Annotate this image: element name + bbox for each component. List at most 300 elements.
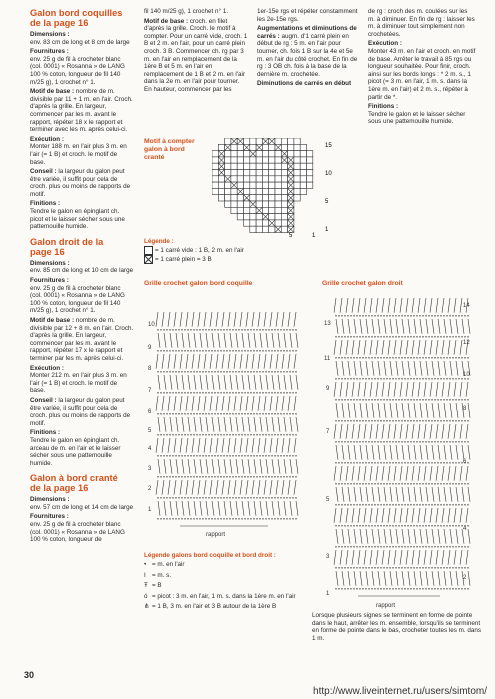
chain-dot: [157, 350, 158, 351]
chain-dot: [425, 357, 426, 358]
stitch-mark: [466, 550, 468, 565]
filet-cell: [281, 176, 287, 182]
stitch-mark: [248, 501, 250, 516]
chain-dot: [416, 546, 417, 547]
chain-dot: [169, 392, 170, 393]
chain-dot: [259, 476, 260, 477]
stitch-mark: [216, 354, 218, 369]
chain-dot: [223, 518, 224, 519]
chain-dot: [196, 476, 197, 477]
chain-dot: [356, 525, 357, 526]
stitch-mark: [200, 501, 202, 516]
stitch-mark: [408, 529, 410, 544]
chain-dot: [184, 476, 185, 477]
chain-dot: [419, 462, 420, 463]
stitch-mark: [194, 375, 196, 390]
stitch-mark: [216, 396, 218, 411]
chain-dot: [410, 462, 411, 463]
filet-cell: [250, 182, 256, 188]
chain-dot: [283, 518, 284, 519]
chain-dot: [377, 546, 378, 547]
chain-dot: [389, 567, 390, 568]
stitch-mark: [372, 361, 374, 376]
chain-dot: [407, 546, 408, 547]
title-line: Galon à bord cranté: [30, 473, 118, 484]
stitch-mark: [210, 312, 212, 327]
chain-dot: [235, 329, 236, 330]
chain-dot: [428, 420, 429, 421]
filet-cell: [250, 138, 256, 144]
chain-dot: [268, 455, 269, 456]
chain-dot: [241, 350, 242, 351]
chain-dot: [428, 567, 429, 568]
grille-2-title: Grille crochet galon droit: [322, 280, 403, 287]
stitch-mark: [388, 550, 390, 565]
chain-dot: [253, 413, 254, 414]
shell-stitch-icon: ⋔: [144, 603, 150, 610]
chain-dot: [404, 462, 405, 463]
chain-dot: [271, 476, 272, 477]
chain-dot: [467, 336, 468, 337]
stitch-mark: [228, 354, 230, 369]
chain-dot: [383, 357, 384, 358]
filet-cell: [300, 188, 306, 194]
chain-dot: [184, 497, 185, 498]
chain-dot: [157, 392, 158, 393]
filet-grid-cells: [212, 138, 313, 233]
chain-dot: [265, 413, 266, 414]
chain-dot: [232, 329, 233, 330]
stitch-mark: [450, 487, 452, 502]
chain-dot: [383, 567, 384, 568]
stitch-mark: [444, 361, 446, 376]
chain-dot: [226, 476, 227, 477]
stitch-mark: [258, 438, 260, 453]
chain-dot: [341, 441, 342, 442]
stitch-mark: [340, 298, 342, 313]
stitch-mark: [412, 508, 414, 523]
chain-dot: [241, 497, 242, 498]
filet-cell: [281, 201, 287, 207]
chain-dot: [380, 336, 381, 337]
filet-cell: [244, 207, 250, 213]
stitch-mark: [174, 396, 176, 411]
stitch-mark: [294, 396, 296, 411]
chain-dot: [262, 455, 263, 456]
chain-dot: [341, 567, 342, 568]
filet-cell: [250, 176, 256, 182]
label: Finitions :: [30, 429, 61, 437]
chain-dot: [380, 483, 381, 484]
filet-cell: [275, 214, 281, 220]
chain-dot: [238, 392, 239, 393]
chain-dot: [458, 399, 459, 400]
stitch-mark: [424, 340, 426, 355]
stitch-mark: [234, 312, 236, 327]
stitch-mark: [442, 508, 444, 523]
chain-dot: [386, 315, 387, 316]
chain-dot: [446, 546, 447, 547]
chain-dot: [401, 525, 402, 526]
filet-cell: [262, 144, 268, 150]
chain-dot: [392, 504, 393, 505]
filet-cell: [275, 151, 281, 157]
chain-dot: [416, 378, 417, 379]
filet-cell: [212, 151, 218, 157]
chain-dot: [449, 588, 450, 589]
chain-dot: [392, 483, 393, 484]
stitch-mark: [340, 382, 342, 397]
chain-dot: [461, 504, 462, 505]
stitch-mark: [182, 333, 184, 348]
chain-dot: [205, 497, 206, 498]
chain-dot: [401, 441, 402, 442]
filet-cell: [307, 157, 313, 163]
chain-dot: [446, 504, 447, 505]
stitch-mark: [364, 508, 366, 523]
stitch-mark: [264, 396, 266, 411]
chain-dot: [169, 518, 170, 519]
chain-dot: [455, 546, 456, 547]
stitch-mark: [454, 508, 456, 523]
chain-dot: [190, 392, 191, 393]
stitch-mark: [162, 312, 164, 327]
chain-dot: [292, 329, 293, 330]
stitch-mark: [246, 396, 248, 411]
chain-dot: [289, 518, 290, 519]
chain-dot: [389, 315, 390, 316]
chain-dot: [458, 462, 459, 463]
chain-dot: [350, 336, 351, 337]
row-label: 9: [148, 345, 152, 351]
stitch-mark: [192, 312, 194, 327]
chain-dot: [407, 588, 408, 589]
stitch-mark: [456, 319, 458, 334]
text: Tendre le galon et le laisser sécher sous une pattemouille humide.: [368, 110, 466, 126]
chain-dot: [199, 497, 200, 498]
stitch-mark: [174, 438, 176, 453]
chain-dot: [274, 329, 275, 330]
chain-dot: [335, 399, 336, 400]
stitch-mark: [348, 403, 350, 418]
stitch-mark: [336, 571, 338, 586]
filet-cell: [275, 157, 281, 163]
chain-dot: [259, 371, 260, 372]
stitch-mark: [258, 312, 260, 327]
chain-dot: [443, 546, 444, 547]
section-title-galon-droit: [30, 237, 134, 257]
chain-dot: [160, 350, 161, 351]
chain-dot: [437, 399, 438, 400]
chain-dot: [416, 483, 417, 484]
chain-dot: [452, 357, 453, 358]
filet-cell: [250, 207, 256, 213]
stitch-mark: [276, 354, 278, 369]
stitch-mark: [348, 529, 350, 544]
chain-dot: [202, 476, 203, 477]
stitch-mark: [466, 466, 468, 481]
stitch-mark: [468, 445, 470, 460]
chain-dot: [428, 588, 429, 589]
chain-dot: [220, 329, 221, 330]
chain-dot: [425, 567, 426, 568]
row-number: 5: [325, 199, 329, 205]
chain-dot: [178, 392, 179, 393]
stitch-mark: [438, 403, 440, 418]
chain-dot: [368, 420, 369, 421]
chain-dot: [232, 476, 233, 477]
chain-dot: [422, 462, 423, 463]
stitch-mark: [400, 466, 402, 481]
chain-dot: [338, 441, 339, 442]
label: Exécution :: [30, 364, 64, 372]
chain-dot: [232, 371, 233, 372]
stitch-mark: [248, 375, 250, 390]
chain-dot: [458, 315, 459, 316]
chain-dot: [262, 497, 263, 498]
chain-dot: [169, 413, 170, 414]
filet-cell: [225, 163, 231, 169]
chain-dot: [461, 420, 462, 421]
text: de rg : croch des m. coulées sur les m. à diminuer. En fin de rg : laisser les m. à diminuer tout simplement non crochetées.: [368, 8, 475, 38]
chain-dot: [437, 588, 438, 589]
chain-dot: [259, 518, 260, 519]
chain-dot: [265, 434, 266, 435]
filet-cell: [256, 195, 262, 201]
stitch-mark: [382, 340, 384, 355]
stitch-mark: [204, 312, 206, 327]
stitch-mark: [296, 375, 298, 390]
stitch-mark: [158, 459, 160, 474]
chain-dot: [449, 441, 450, 442]
label: Finitions :: [368, 103, 399, 111]
chain-dot: [235, 497, 236, 498]
stitch-mark: [182, 417, 184, 432]
chain-dot: [431, 504, 432, 505]
stitch-mark: [246, 438, 248, 453]
chain-dot: [187, 455, 188, 456]
chain-dot: [295, 350, 296, 351]
chain-dot: [410, 504, 411, 505]
stitch-mark: [394, 508, 396, 523]
row-number: 10: [325, 171, 332, 177]
stitch-mark: [436, 340, 438, 355]
stitch-mark: [388, 298, 390, 313]
chain-dot: [386, 420, 387, 421]
stitch-mark: [258, 354, 260, 369]
chain-dot: [247, 455, 248, 456]
chain-dot: [437, 378, 438, 379]
stitch-mark: [290, 501, 292, 516]
chain-dot: [419, 567, 420, 568]
chain-dot: [455, 504, 456, 505]
chain-dot: [338, 504, 339, 505]
chain-dot: [356, 546, 357, 547]
stitch-mark: [284, 459, 286, 474]
chain-dot: [286, 329, 287, 330]
chain-dot: [362, 483, 363, 484]
chain-dot: [244, 371, 245, 372]
filet-cell: [269, 195, 275, 201]
chain-dot: [169, 329, 170, 330]
chain-dot: [398, 336, 399, 337]
stitch-mark: [384, 529, 386, 544]
chain-dot: [202, 350, 203, 351]
filet-cell: [231, 176, 237, 182]
label: Motif de base :: [30, 317, 75, 324]
chain-dot: [395, 315, 396, 316]
stitch-mark: [432, 487, 434, 502]
chain-dot: [217, 455, 218, 456]
text: la largeur du galon peut être variée, il suffit pour cela de croch. plus ou moins de rapports de motif.: [30, 396, 131, 427]
filet-cell: [262, 157, 268, 163]
stitch-mark: [400, 508, 402, 523]
title-line: page 16: [30, 246, 65, 257]
chain-dot: [250, 518, 251, 519]
stitch-mark: [336, 403, 338, 418]
chain-dot: [458, 378, 459, 379]
stitch-mark: [236, 333, 238, 348]
chain-dot: [398, 441, 399, 442]
stitch-mark: [234, 438, 236, 453]
stitch-mark: [168, 480, 170, 495]
chain-dot: [196, 371, 197, 372]
stitch-mark: [456, 445, 458, 460]
chain-dot: [437, 504, 438, 505]
chain-dot: [386, 378, 387, 379]
chain-dot: [229, 329, 230, 330]
stitch-mark: [340, 508, 342, 523]
filet-cell: [275, 201, 281, 207]
chain-dot: [181, 455, 182, 456]
stitch-mark: [364, 382, 366, 397]
chain-dot: [271, 329, 272, 330]
chain-dot: [443, 588, 444, 589]
chain-dot: [235, 434, 236, 435]
chain-dot: [365, 546, 366, 547]
chain-dot: [157, 413, 158, 414]
stitch-mark: [358, 550, 360, 565]
filet-cell: [300, 144, 306, 150]
chain-dot: [377, 420, 378, 421]
filet-cell: [262, 163, 268, 169]
stitch-mark: [170, 459, 172, 474]
filet-cell: [288, 151, 294, 157]
chain-dot: [341, 399, 342, 400]
chain-dot: [392, 567, 393, 568]
chain-dot: [271, 413, 272, 414]
stitch-mark: [246, 312, 248, 327]
legend-text: = 1 B, 3 m. en l'air et 3 B autour de la 1ère B: [152, 603, 277, 610]
chain-dot: [205, 434, 206, 435]
row-label: 2: [463, 575, 467, 581]
chain-dot: [395, 483, 396, 484]
stitch-mark: [342, 361, 344, 376]
chain-dot: [428, 399, 429, 400]
stitch-mark: [462, 487, 464, 502]
stitch-mark: [342, 445, 344, 460]
chain-dot: [383, 462, 384, 463]
stitch-mark: [168, 438, 170, 453]
chain-dot: [461, 357, 462, 358]
label: Dimensions :: [30, 259, 70, 267]
chain-dot: [407, 504, 408, 505]
chain-dot: [452, 504, 453, 505]
stitch-mark: [334, 424, 336, 439]
chain-dot: [163, 371, 164, 372]
legend-item: [144, 246, 244, 255]
stitch-mark: [236, 501, 238, 516]
chain-dot: [223, 392, 224, 393]
chain-dot: [419, 357, 420, 358]
stitch-mark: [164, 375, 166, 390]
filet-cell: [269, 176, 275, 182]
chain-dot: [253, 371, 254, 372]
filet-cell: [244, 170, 250, 176]
chain-dot: [440, 567, 441, 568]
label: Fournitures :: [30, 48, 69, 56]
stitch-mark: [360, 319, 362, 334]
chain-dot: [280, 497, 281, 498]
chain-dot: [286, 455, 287, 456]
chain-dot: [169, 434, 170, 435]
chain-dot: [449, 546, 450, 547]
chain-dot: [377, 504, 378, 505]
chain-dot: [416, 336, 417, 337]
chain-dot: [229, 518, 230, 519]
filet-cell: [288, 138, 294, 144]
filet-cell: [237, 214, 243, 220]
chain-dot: [461, 483, 462, 484]
stitch-mark: [414, 571, 416, 586]
chain-dot: [202, 371, 203, 372]
chain-dot: [464, 399, 465, 400]
chain-dot: [217, 371, 218, 372]
row-number: 15: [325, 143, 332, 149]
chain-dot: [199, 371, 200, 372]
chain-dot: [344, 441, 345, 442]
chain-dot: [199, 392, 200, 393]
stitch-mark: [198, 480, 200, 495]
stitch-diagram-1: [156, 312, 298, 526]
chain-dot: [413, 525, 414, 526]
chain-dot: [416, 588, 417, 589]
stitch-mark: [236, 375, 238, 390]
stitch-mark: [372, 529, 374, 544]
chain-dot: [437, 462, 438, 463]
chain-dot: [413, 378, 414, 379]
filet-cell: [262, 226, 268, 232]
chain-dot: [178, 476, 179, 477]
column-2: [144, 8, 248, 96]
chain-dot: [362, 420, 363, 421]
chain-dot: [347, 336, 348, 337]
chain-dot: [184, 329, 185, 330]
chain-dot: [211, 350, 212, 351]
stitch-mark: [444, 403, 446, 418]
chain-dot: [458, 525, 459, 526]
chain-dot: [356, 567, 357, 568]
text: Monter 212 m. en l'air plus 3 m. en l'air (= 1 B) et croch. le motif de base.: [30, 372, 127, 395]
chain-dot: [383, 378, 384, 379]
chain-dot: [374, 399, 375, 400]
filet-cell: [294, 188, 300, 194]
chain-dot: [169, 350, 170, 351]
stitch-mark: [390, 571, 392, 586]
text: Monter 43 m. en l'air et croch. en motif de base. Arrêter le travail à 85 rgs ou longueur souhaitée. Pour finir, croch. ainsi sur les bords longs : * 2 m. s., 1 picot (= 3 m. en l'air, 1 m. s. dans la 1ère m. en l'air) et 2 m. s., répéter à partir de *.: [368, 47, 476, 101]
filet-cell: [237, 201, 243, 207]
chain-dot: [289, 392, 290, 393]
